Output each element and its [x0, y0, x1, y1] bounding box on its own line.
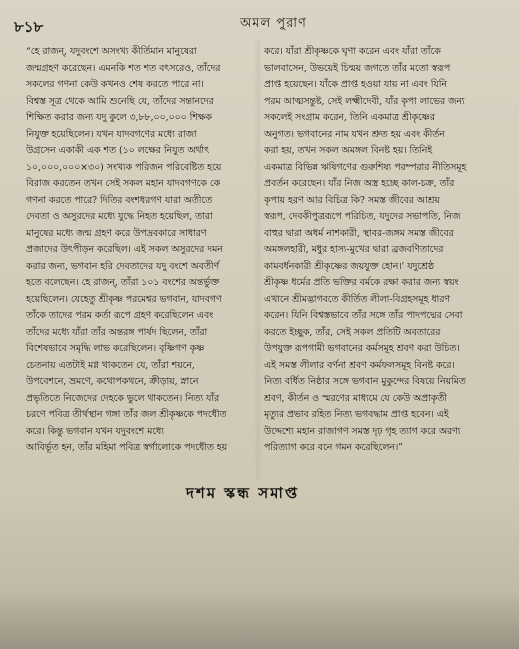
text-line: হতে বলেছেন। হে রাজন্‌, তাঁরা ১০১ বংশের অন্তর্ভুক্ত — [26, 277, 220, 288]
text-line: উপযুক্ত রূপগামী ভগবানের কর্মসমূহ শ্রবণ করা উচিত। — [264, 343, 460, 354]
text-line: স্বরূপ, দেবকীপুত্ররূপে পরিচিত, যদুদের সভাপতি, নিজ — [264, 211, 461, 222]
text-line: বিশেষভাবে সমৃদ্ধি লাভ করেছিলেন। বৃষ্ণিগণ কৃষ্ণ — [26, 343, 205, 354]
right-text-column — [264, 44, 492, 457]
text-line: “হে রাজন্‌, যদুবংশে অসংখ্য কীর্তিমান মানুষেরা — [26, 46, 197, 57]
text-line: সকলের গণনা কেউ কখনও শেষ করতে পারে না। — [26, 79, 204, 90]
text-line: বাহুর দ্বারা অধর্ম নাশকারী, স্থাবর-জঙ্গম সমস্ত জীবের — [264, 227, 454, 239]
text-line: উদ্দেশ্যে মহান রাজাগণ সমস্ত দৃঢ় গৃহ ত্যাগ করে অরণ্য — [264, 425, 461, 437]
text-line: হয়েছিলেন। যেহেতু শ্রীকৃষ্ণ পরমেশ্বর ভগবান, যাদবগণ — [26, 293, 222, 305]
section-end-banner: দশম স্কন্ধ সমাপ্ত — [186, 484, 300, 502]
text-line: দেবতা ও অসুরদের মধ্যে যুদ্ধে নিহত হয়েছিল, তারা — [26, 211, 213, 222]
text-line: প্রবর্তন করেছেন। যাঁর নিজ অস্ত্র হচ্ছে কাল-চক্র, তাঁর — [264, 178, 455, 189]
page-header — [0, 14, 519, 38]
text-line: এই সমস্ত লীলার বর্ণনা শ্রবণ কর্মফলসমূহ বিনষ্ট করে। — [264, 359, 455, 371]
text-line: উপবেশনে, ভ্রমণে, কথোপকথনে, ক্রীড়ায়, স্নানে — [26, 376, 199, 387]
column-gutter — [254, 40, 262, 480]
text-line: ১০,০০০,০০০×৩০) সংখ্যক পরিজন পরিবেষ্টিত হয়ে — [26, 161, 222, 173]
text-line: প্রাপ্ত হয়েছেন। যাঁকে প্রাপ্ত হওয়া যায় না এবং যিনি — [264, 79, 447, 90]
text-line: উগ্রসেন একাকী এক শত (১০ লক্ষের নিযুত অর্থাৎ — [26, 145, 210, 156]
text-line: তাঁকে তাদের পরম কর্তা রূপে গ্রহণ করেছিলেন এবং — [26, 310, 214, 321]
text-line: করা হয়, তখন সকল অমঙ্গল বিনষ্ট হয়। তিনিই — [264, 145, 433, 156]
text-line: করে। যাঁরা শ্রীকৃষ্ণকে ঘৃণা করেন এবং যাঁরা তাঁকে — [264, 46, 441, 57]
text-line: পরিত্যাগ করে বনে গমন করেছিলেন।” — [264, 442, 403, 453]
text-line: প্রজাদের উৎপীড়ন করেছিল। এই সকল অসুরদের দমন — [26, 244, 223, 255]
text-line: আবির্ভূত হন, তাঁর মহিমা পবিত্র স্বর্গালোকে পদধৌত হয় — [26, 442, 228, 453]
text-line: করে। কিন্তু ভগবান যখন যদুবংশে মধ্যে — [26, 425, 164, 437]
text-line: মানুষের মধ্যে জন্ম গ্রহণ করে উপদ্রবকারে সাধারণ — [26, 227, 207, 239]
text-line: শ্রীকৃষ্ণ ধর্মের প্রতি ভক্তির বর্মকে রক্ষা করার জন্য স্বয়ং — [264, 277, 459, 288]
page-bottom-shadow — [0, 589, 519, 649]
text-line: নিযুক্ত হয়েছিলেন। যখন যাদবগণের মধ্যে রাজা — [26, 128, 197, 140]
text-line: করেন। যিনি বিশ্বস্তভাবে তাঁর সঙ্গে তাঁর পাদপদ্মের সেবা — [264, 310, 463, 321]
text-line: তাঁদের মধ্যে যাঁরা তাঁর অন্তরঙ্গ পার্ষদ ছিলেন, তাঁরা — [26, 326, 208, 338]
text-line: পরম আত্মসন্তুষ্ট, সেই লক্ষ্মীদেবী, যাঁর কৃপা লাভের জন্য — [264, 95, 465, 107]
text-line: জন্মগ্রহণ করেছেন। এমনকি শত শত বৎসরেও, তাঁদের — [26, 62, 221, 74]
left-text-column — [26, 44, 252, 457]
running-title: অমল পুরাণ — [240, 16, 307, 31]
text-line: করতে ইচ্ছুক, তাঁর, সেই সকল প্রতিটি অবতারের — [264, 326, 441, 338]
text-line: করার জন্য, ভগবান হরি দেবতাদের যদু বংশে অবতীর্ণ — [26, 260, 220, 272]
text-line: মৃত্যুর প্রভাব রহিত নিত্য ভগবদ্ধাম প্রাপ্ত হবেন। এই — [264, 409, 449, 420]
text-line: অনুগত। ভগবানের নাম যখন শ্রুত হয় এবং কীর্তন — [264, 128, 445, 140]
text-line: ভালবাসেন, উভয়েই চিন্ময় জগতে তাঁর মতো স্বরূপ — [264, 62, 451, 74]
page-number: ৮১৮ — [14, 18, 44, 36]
text-line: এখানে শ্রীমদ্ভাগবতে কীর্তিত লীলা-বিগ্রহসমূহ ধারণ — [264, 293, 450, 305]
text-line: বিশ্বস্ত সূত্র থেকে আমি শুনেছি যে, তাঁদের সন্তানদের — [26, 95, 214, 107]
text-line: চরণে পবিত্র তীর্থস্থান গঙ্গা তাঁর জল শ্রীকৃষ্ণকে পদধৌত — [26, 409, 227, 420]
text-line: কামবর্ধনকারী শ্রীকৃষ্ণের জয়যুক্ত হোন।' যদুশ্রেষ্ঠ — [264, 260, 434, 272]
text-line: শ্রবণ, কীর্তন ও স্মরণের মাধ্যমে যে কেউ অপ্রাকৃতী — [264, 392, 447, 404]
text-line: প্রভৃতিতে নিজেদের দেহকে ভুলে থাকতেন। নিত্য যাঁর — [26, 392, 220, 404]
text-line: গণনা করতে পারে? দিতির বংশধরগণ যারা অতীতে — [26, 194, 213, 206]
text-line: নিত্য বর্ধিত নিষ্ঠার সঙ্গে ভগবান মুকুন্দের বিষয়ে নিয়মিত — [264, 376, 466, 387]
text-line: চেতনায় এতটাই মগ্ন থাকতেন যে, তাঁরা শয়নে, — [26, 359, 195, 371]
text-line: শিক্ষিত করার জন্য যদু কুলে ৩,৮৮,০০,০০০ শিক্ষক — [26, 112, 212, 123]
text-line: একমাত্র বিভিন্ন ঋষিগণের গুরুশিষ্য পরম্পরার নীতিসমূহ — [264, 161, 467, 173]
text-line: অমঙ্গলহারী, মধুর হাস্য-মুখের দ্বারা ব্রজবণিতাদের — [264, 244, 444, 255]
text-line: সকলেই সংগ্রাম করেন, তিনি একমাত্র শ্রীকৃষ্ণের — [264, 112, 435, 123]
text-line: কৃপায় হরণ আর বিচিত্র কি? সমস্ত জীবের আশ্রয় — [264, 194, 440, 206]
text-line: বিরাজ করতেন তখন সেই সকল মহান যাদবগণকে কে — [26, 178, 221, 189]
